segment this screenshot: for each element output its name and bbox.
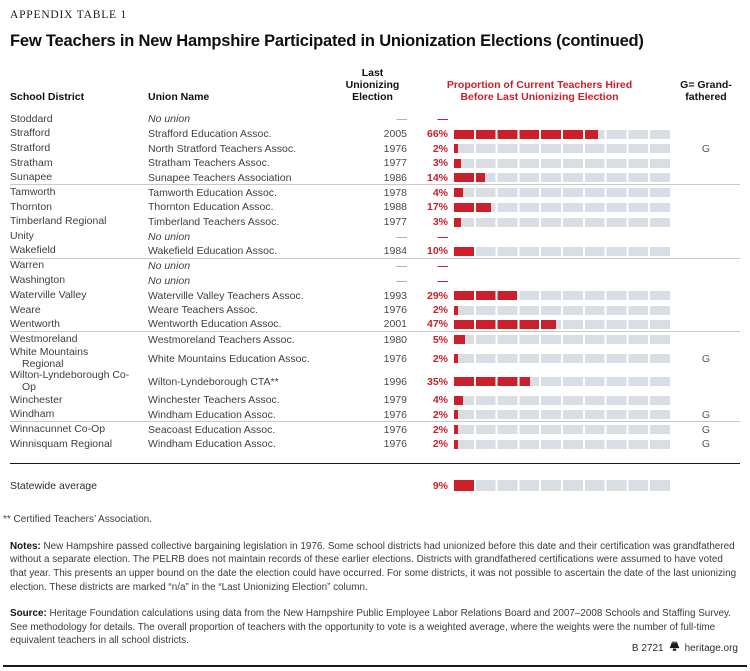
- bar: [454, 440, 672, 449]
- district-cell: Sunapee: [10, 170, 53, 183]
- year-cell: —: [396, 113, 407, 126]
- bar-segment-stripes: [454, 218, 672, 227]
- bar: [454, 130, 672, 139]
- union-cell: Wilton-Lyndeborough CTA**: [148, 375, 279, 388]
- bar-cell: [448, 354, 672, 363]
- statewide-label: Statewide average: [10, 479, 97, 492]
- pct-cell: —: [437, 260, 448, 273]
- col-header-union-name: Union Name: [148, 91, 210, 103]
- district-cell: Wentworth: [10, 317, 60, 330]
- pct-cell: 2%: [432, 423, 448, 436]
- bar: [454, 173, 672, 182]
- table-row: [10, 318, 740, 333]
- bar-cell: [448, 425, 672, 434]
- union-cell: No union: [148, 230, 191, 243]
- table-row: [10, 200, 740, 215]
- table-row: [10, 288, 740, 303]
- statewide-bar-segment-stripes: [454, 480, 672, 491]
- district-cell: Windham: [10, 407, 55, 420]
- report-footer: [632, 641, 738, 655]
- table-row: [10, 408, 740, 423]
- district-cell: Waterville Valley: [10, 288, 87, 301]
- year-cell: 1976: [383, 438, 407, 451]
- district-cell: Winnisquam Regional: [10, 437, 113, 450]
- district-cell: Strafford: [10, 127, 51, 140]
- year-cell: 1984: [383, 245, 407, 258]
- pct-cell: 17%: [426, 201, 448, 214]
- heritage-bell-icon: [669, 641, 680, 655]
- bottom-rule: [3, 665, 747, 667]
- district-cell: Stratford: [10, 141, 51, 154]
- district-cell: Weare: [10, 303, 41, 316]
- pct-cell: —: [437, 113, 448, 126]
- pct-cell: —: [437, 230, 448, 243]
- union-cell: North Stratford Teachers Assoc.: [148, 142, 297, 155]
- bar-segment-stripes: [454, 306, 672, 315]
- bar: [454, 247, 672, 256]
- pct-cell: 2%: [432, 438, 448, 451]
- district-cell: Thornton: [10, 200, 53, 213]
- table-row: [10, 230, 740, 245]
- table-row: [10, 185, 740, 200]
- union-cell: Seacoast Education Assoc.: [148, 423, 276, 436]
- union-cell: Windham Education Assoc.: [148, 438, 276, 451]
- year-cell: 1988: [383, 201, 407, 214]
- pct-cell: 4%: [432, 186, 448, 199]
- col-header-grandfathered: G= Grand-fathered: [680, 79, 732, 103]
- pct-cell: 14%: [426, 171, 448, 184]
- table-row: [10, 303, 740, 318]
- source-paragraph: [10, 607, 740, 648]
- bar-segment-stripes: [454, 440, 672, 449]
- site-link[interactable]: heritage.org: [684, 642, 738, 654]
- district-cell: Washington: [10, 274, 66, 287]
- bar-segment-stripes: [454, 425, 672, 434]
- bar-cell: [448, 247, 672, 256]
- bar: [454, 188, 672, 197]
- union-cell: Wakefield Education Assoc.: [148, 245, 278, 258]
- statewide-pct: 9%: [432, 479, 448, 492]
- district-cell: Warren: [10, 259, 45, 272]
- union-cell: Tamworth Education Assoc.: [148, 186, 277, 199]
- table-row: [10, 112, 740, 127]
- year-cell: 1976: [383, 408, 407, 421]
- grandfathered-cell: G: [701, 142, 711, 155]
- district-cell: Winnacunnet Co-Op: [10, 422, 106, 435]
- bar: [454, 377, 672, 386]
- bar-cell: [448, 335, 672, 344]
- year-cell: —: [396, 230, 407, 243]
- district-cell: Winchester: [10, 393, 63, 406]
- bar: [454, 425, 672, 434]
- bar-cell: [448, 130, 672, 139]
- union-cell: Sunapee Teachers Association: [148, 171, 292, 184]
- table-row: [10, 347, 740, 370]
- year-cell: 1986: [383, 171, 407, 184]
- table-row: [10, 274, 740, 289]
- bar: [454, 203, 672, 212]
- year-cell: 1996: [383, 375, 407, 388]
- bar-cell: [448, 291, 672, 300]
- bar: [454, 320, 672, 329]
- bar-cell: [448, 159, 672, 168]
- table-row: [10, 156, 740, 171]
- union-cell: Stratham Teachers Assoc.: [148, 157, 270, 170]
- union-cell: No union: [148, 113, 191, 126]
- year-cell: 1976: [383, 423, 407, 436]
- year-cell: 2005: [383, 128, 407, 141]
- pct-cell: 3%: [432, 216, 448, 229]
- bar: [454, 354, 672, 363]
- district-cell: Stratham: [10, 156, 53, 169]
- bar-segment-stripes: [454, 335, 672, 344]
- report-id: B 2721: [631, 642, 664, 654]
- bar-segment-stripes: [454, 410, 672, 419]
- district-cell: Wilton-Lyndeborough Co-Op: [10, 369, 130, 393]
- district-cell: Tamworth: [10, 186, 56, 199]
- table-row: [10, 332, 740, 347]
- bar: [454, 218, 672, 227]
- table-row: [10, 127, 740, 142]
- table-body: [10, 112, 740, 452]
- source-label: Source:: [10, 608, 47, 620]
- year-cell: 1993: [383, 289, 407, 302]
- bar-cell: [448, 144, 672, 153]
- table-row: [10, 393, 740, 408]
- table-row: [10, 370, 740, 393]
- statewide-row: [10, 464, 740, 500]
- bar-cell: [448, 173, 672, 182]
- bar-cell: [448, 396, 672, 405]
- pct-cell: 47%: [426, 318, 448, 331]
- statewide-bar-cell: [448, 480, 672, 491]
- pct-cell: 4%: [432, 394, 448, 407]
- year-cell: 1980: [383, 333, 407, 346]
- bar-segment-stripes: [454, 203, 672, 212]
- union-cell: Strafford Education Assoc.: [148, 128, 272, 141]
- year-cell: 1978: [383, 186, 407, 199]
- pct-cell: 29%: [426, 289, 448, 302]
- union-cell: White Mountains Education Assoc.: [148, 352, 310, 365]
- union-cell: No union: [148, 260, 191, 273]
- union-cell: Weare Teachers Assoc.: [148, 304, 258, 317]
- bar-cell: [448, 320, 672, 329]
- bar-segment-stripes: [454, 188, 672, 197]
- bar-cell: [448, 188, 672, 197]
- pct-cell: 2%: [432, 352, 448, 365]
- table-footnote: ** Certified Teachers’ Association.: [3, 513, 152, 525]
- bar-segment-stripes: [454, 396, 672, 405]
- table-eyebrow: APPENDIX TABLE 1: [10, 9, 128, 21]
- bar-cell: [448, 218, 672, 227]
- year-cell: 1976: [383, 352, 407, 365]
- bar: [454, 159, 672, 168]
- notes-label: Notes:: [10, 540, 41, 552]
- grandfathered-cell: G: [701, 423, 711, 436]
- bar: [454, 335, 672, 344]
- pct-cell: 5%: [432, 333, 448, 346]
- table-header-row: [10, 67, 740, 112]
- notes-paragraph: [10, 540, 740, 594]
- bar-segment-stripes: [454, 247, 672, 256]
- notes-text: New Hampshire passed collective bargaining legislation in 1976. Some school districts had unionized before this date and their certification was grandfathered without a separate election. The PELRB does not maintain records of these earlier elections. Districts with grandfathered certifications were assumed to have voted that year. This presents an upper bound on the date the election could have occurred. For some districts, it was not possible to ascertain the date of the last unionizing election. These districts are marked “n/a” in the “Last Unionizing Election” column.: [10, 540, 737, 593]
- bar-segment-stripes: [454, 159, 672, 168]
- union-cell: No union: [148, 274, 191, 287]
- pct-cell: 2%: [432, 408, 448, 421]
- pct-cell: —: [437, 274, 448, 287]
- district-cell: White Mountains Regional: [10, 346, 89, 370]
- pct-cell: 2%: [432, 304, 448, 317]
- union-cell: Windham Education Assoc.: [148, 408, 276, 421]
- bar-cell: [448, 440, 672, 449]
- year-cell: 1979: [383, 394, 407, 407]
- bar-segment-stripes: [454, 320, 672, 329]
- district-cell: Westmoreland: [10, 332, 78, 345]
- table-row: [10, 259, 740, 274]
- pct-cell: 66%: [426, 128, 448, 141]
- table-row: [10, 215, 740, 230]
- bar-segment-stripes: [454, 377, 672, 386]
- bar-cell: [448, 377, 672, 386]
- page-title: Few Teachers in New Hampshire Participated in Unionization Elections (continued): [10, 32, 644, 50]
- grandfathered-cell: G: [701, 408, 711, 421]
- statewide-bar: [454, 480, 672, 491]
- bar-cell: [448, 306, 672, 315]
- year-cell: —: [396, 274, 407, 287]
- statewide-section: [10, 463, 740, 500]
- year-cell: 1976: [383, 142, 407, 155]
- bar-cell: [448, 410, 672, 419]
- union-cell: Waterville Valley Teachers Assoc.: [148, 289, 304, 302]
- grandfathered-cell: G: [701, 438, 711, 451]
- table-row: [10, 141, 740, 156]
- pct-cell: 10%: [426, 245, 448, 258]
- year-cell: 1977: [383, 157, 407, 170]
- union-cell: Timberland Teachers Assoc.: [148, 216, 280, 229]
- grandfathered-cell: G: [701, 352, 711, 365]
- year-cell: —: [396, 260, 407, 273]
- source-text: Heritage Foundation calculations using data from the New Hampshire Public Employee Labor Relations Board and 2007–2008 Schools and Staffing Survey. See methodology for details. The overall proportion of teachers with the opportunity to vote is a weighted average, where the weights were the number of full-time equivalent teachers in all school districts.: [10, 608, 731, 647]
- district-cell: Unity: [10, 230, 34, 243]
- table-row: [10, 422, 740, 437]
- bar: [454, 410, 672, 419]
- bar: [454, 306, 672, 315]
- bar-cell: [448, 203, 672, 212]
- col-header-school-district: School District: [10, 91, 85, 103]
- pct-cell: 2%: [432, 142, 448, 155]
- district-cell: Stoddard: [10, 112, 53, 125]
- bar-segment-stripes: [454, 144, 672, 153]
- table-row: [10, 171, 740, 186]
- union-cell: Wentworth Education Assoc.: [148, 318, 282, 331]
- union-cell: Thornton Education Assoc.: [148, 201, 274, 214]
- table-row: [10, 437, 740, 452]
- col-header-proportion: Proportion of Current Teachers Hired Before Last Unionizing Election: [446, 79, 633, 103]
- bar: [454, 396, 672, 405]
- bar-segment-stripes: [454, 130, 672, 139]
- year-cell: 1977: [383, 216, 407, 229]
- district-cell: Wakefield: [10, 244, 56, 257]
- pct-cell: 35%: [426, 375, 448, 388]
- col-header-last-unionizing-election: Last Unionizing Election: [345, 67, 400, 103]
- bar: [454, 144, 672, 153]
- union-cell: Winchester Teachers Assoc.: [148, 394, 280, 407]
- year-cell: 2001: [383, 318, 407, 331]
- year-cell: 1976: [383, 304, 407, 317]
- district-cell: Timberland Regional: [10, 215, 107, 228]
- table-row: [10, 244, 740, 259]
- pct-cell: 3%: [432, 157, 448, 170]
- bar-segment-stripes: [454, 173, 672, 182]
- bar: [454, 291, 672, 300]
- union-cell: Westmoreland Teachers Assoc.: [148, 333, 295, 346]
- bar-segment-stripes: [454, 354, 672, 363]
- bar-segment-stripes: [454, 291, 672, 300]
